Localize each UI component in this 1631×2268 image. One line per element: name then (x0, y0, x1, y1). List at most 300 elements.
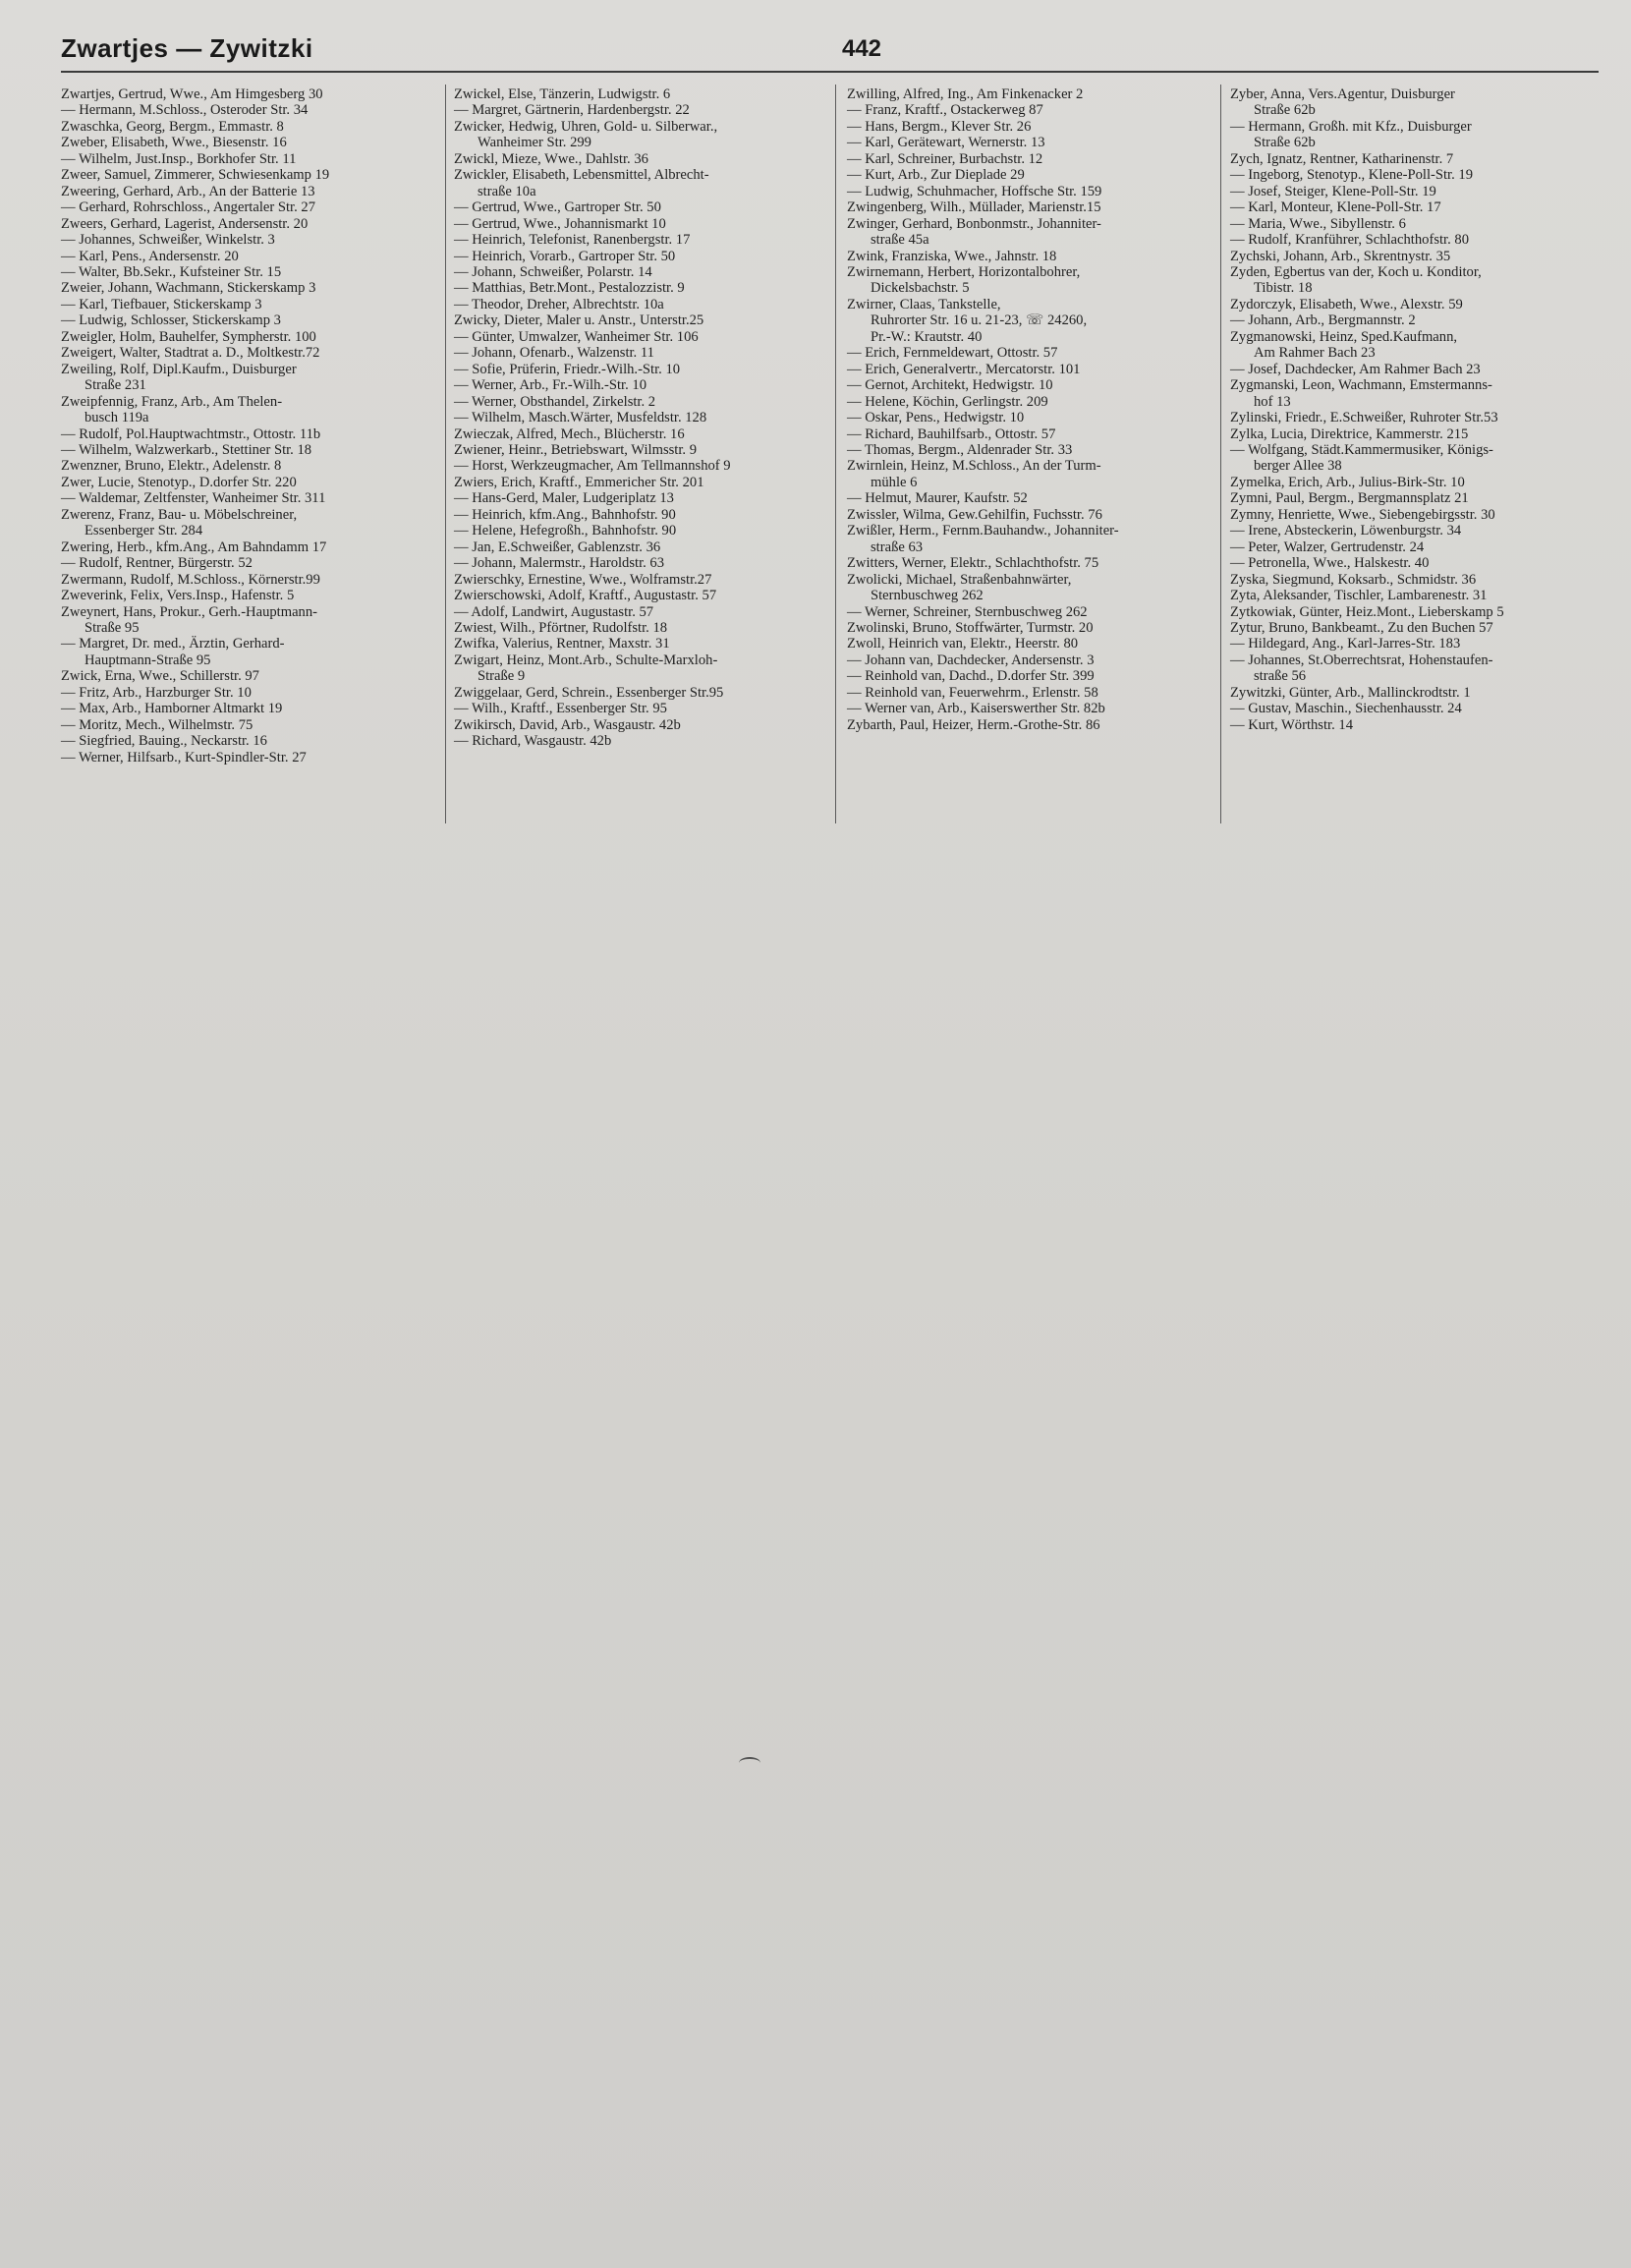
entry-text: Zweiling, Rolf, Dipl.Kaufm., Duisburger (61, 361, 297, 377)
entry-text: — Margret, Dr. med., Ärztin, Gerhard- (61, 636, 285, 652)
entry-text: — Karl, Tiefbauer, Stickerskamp 3 (61, 296, 262, 312)
directory-entry (1230, 490, 1618, 506)
directory-entry (1230, 216, 1618, 232)
entry-text: — Rudolf, Rentner, Bürgerstr. 52 (61, 555, 253, 572)
directory-entry (61, 750, 449, 765)
directory-entry (61, 604, 449, 637)
entry-continuation: straße 56 (1254, 668, 1307, 685)
directory-entry (1230, 329, 1618, 362)
entry-text: Zweier, Johann, Wachmann, Stickerskamp 3 (61, 280, 316, 297)
entry-text: — Maria, Wwe., Sibyllenstr. 6 (1230, 215, 1406, 232)
entry-text: — Ludwig, Schuhmacher, Hoffsche Str. 159 (847, 183, 1102, 199)
directory-entry (847, 216, 1235, 249)
directory-entry (61, 668, 449, 684)
entry-text: Zwingenberg, Wilh., Müllader, Marienstr.15 (847, 199, 1101, 216)
entry-text: — Heinrich, Telefonist, Ranenbergstr. 17 (454, 232, 691, 249)
entry-text: Zydorczyk, Elisabeth, Wwe., Alexstr. 59 (1230, 296, 1463, 312)
directory-entry (454, 280, 842, 296)
entry-text: Zwoll, Heinrich van, Elektr., Heerstr. 80 (847, 636, 1079, 652)
directory-entry (61, 184, 449, 199)
entry-text: — Matthias, Betr.Mont., Pestalozzistr. 9 (454, 280, 685, 297)
entry-text: — Gernot, Architekt, Hedwigstr. 10 (847, 377, 1053, 394)
entry-text: — Helmut, Maurer, Kaufstr. 52 (847, 490, 1028, 507)
directory-entry (454, 717, 842, 733)
directory-entry (454, 232, 842, 248)
directory-entry (454, 490, 842, 506)
column-4 (1230, 86, 1618, 733)
directory-entry (61, 394, 449, 426)
directory-entry (61, 458, 449, 474)
entry-text: — Johann, Arb., Bergmannstr. 2 (1230, 312, 1416, 329)
entry-continuation: hof 13 (1254, 393, 1291, 410)
entry-text: Zyden, Egbertus van der, Koch u. Konditor, (1230, 263, 1482, 280)
entry-text: Zylka, Lucia, Direktrice, Kammerstr. 215 (1230, 425, 1469, 442)
directory-entry (454, 539, 842, 555)
entry-text: Zwer, Lucie, Stenotyp., D.dorfer Str. 220 (61, 474, 297, 490)
directory-entry (454, 329, 842, 345)
directory-entry (61, 329, 449, 345)
directory-entry (847, 458, 1235, 490)
directory-entry (454, 442, 842, 458)
entry-continuation: Sternbuschweg 262 (871, 588, 984, 604)
directory-entry (1230, 620, 1618, 636)
entry-text: Zwirnemann, Herbert, Horizontalbohrer, (847, 263, 1081, 280)
directory-entry (61, 636, 449, 668)
entry-text: — Karl, Gerätewart, Wernerstr. 13 (847, 135, 1045, 151)
directory-entry (847, 507, 1235, 523)
directory-entry (454, 701, 842, 716)
directory-entry (847, 119, 1235, 135)
directory-entry (454, 216, 842, 232)
directory-entry (454, 685, 842, 701)
directory-entry (61, 151, 449, 167)
entry-text: — Erich, Generalvertr., Mercatorstr. 101 (847, 361, 1081, 377)
directory-entry (1230, 604, 1618, 620)
directory-entry (454, 458, 842, 474)
entry-text: — Ingeborg, Stenotyp., Klene-Poll-Str. 19 (1230, 167, 1473, 184)
directory-entry (61, 119, 449, 135)
directory-entry (61, 588, 449, 603)
entry-text: Zymelka, Erich, Arb., Julius-Birk-Str. 10 (1230, 474, 1465, 490)
directory-entry (1230, 588, 1618, 603)
directory-entry (61, 86, 449, 102)
entry-text: — Karl, Schreiner, Burbachstr. 12 (847, 150, 1043, 167)
directory-entry (847, 410, 1235, 425)
directory-entry (61, 555, 449, 571)
directory-entry (61, 167, 449, 183)
entry-text: Zytur, Bruno, Bankbeamt., Zu den Buchen 57 (1230, 619, 1493, 636)
entry-text: — Rudolf, Pol.Hauptwachtmstr., Ottostr. 11b (61, 425, 321, 442)
column-2 (454, 86, 842, 750)
directory-entry (1230, 717, 1618, 733)
entry-text: — Jan, E.Schweißer, Gablenzstr. 36 (454, 539, 661, 555)
entry-text: — Heinrich, Vorarb., Gartroper Str. 50 (454, 248, 676, 264)
entry-text: Zwaschka, Georg, Bergm., Emmastr. 8 (61, 118, 284, 135)
entry-text: — Werner, Arb., Fr.-Wilh.-Str. 10 (454, 377, 647, 394)
directory-entry (61, 280, 449, 296)
entry-text: — Erich, Fernmeldewart, Ottostr. 57 (847, 345, 1058, 362)
directory-entry (61, 102, 449, 118)
entry-text: Zwissler, Wilma, Gew.Gehilfin, Fuchsstr. 76 (847, 506, 1102, 523)
entry-text: — Kurt, Arb., Zur Dieplade 29 (847, 167, 1025, 184)
directory-entry (1230, 377, 1618, 410)
entry-text: — Wilhelm, Just.Insp., Borkhofer Str. 11 (61, 150, 297, 167)
entry-text: Zwiener, Heinr., Betriebswart, Wilmsstr. 9 (454, 441, 698, 458)
directory-entry (454, 151, 842, 167)
directory-entry (847, 652, 1235, 668)
directory-entry (1230, 701, 1618, 716)
directory-entry (61, 362, 449, 394)
entry-text: — Ludwig, Schlosser, Stickerskamp 3 (61, 312, 281, 329)
entry-text: — Josef, Dachdecker, Am Rahmer Bach 23 (1230, 361, 1481, 377)
entry-text: — Fritz, Arb., Harzburger Str. 10 (61, 684, 252, 701)
directory-entry (454, 249, 842, 264)
directory-entry (61, 733, 449, 749)
entry-text: — Karl, Pens., Andersenstr. 20 (61, 248, 239, 264)
directory-entry (847, 151, 1235, 167)
directory-entry (454, 507, 842, 523)
entry-text: — Wolfgang, Städt.Kammermusiker, Königs- (1230, 441, 1493, 458)
entry-text: — Franz, Kraftf., Ostackerweg 87 (847, 102, 1043, 119)
entry-text: Zwiest, Wilh., Pförtner, Rudolfstr. 18 (454, 619, 668, 636)
entry-text: — Horst, Werkzeugmacher, Am Tellmannshof 9 (454, 458, 731, 475)
directory-entry (1230, 151, 1618, 167)
directory-entry (1230, 572, 1618, 588)
directory-entry (61, 297, 449, 312)
directory-entry (847, 167, 1235, 183)
directory-entry (1230, 167, 1618, 183)
entry-text: — Werner, Obsthandel, Zirkelstr. 2 (454, 393, 656, 410)
entry-text: — Wilhelm, Masch.Wärter, Musfeldstr. 128 (454, 410, 707, 426)
entry-continuation: Straße 62b (1254, 102, 1316, 119)
entry-text: Zweverink, Felix, Vers.Insp., Hafenstr. 5 (61, 588, 295, 604)
directory-entry (454, 588, 842, 603)
entry-text: Zwicky, Dieter, Maler u. Anstr., Unterstr.25 (454, 312, 704, 329)
entry-continuation: mühle 6 (871, 474, 918, 490)
stray-mark (739, 1757, 760, 1769)
directory-entry (454, 620, 842, 636)
entry-text: — Karl, Monteur, Klene-Poll-Str. 17 (1230, 199, 1441, 216)
entry-text: Zweipfennig, Franz, Arb., Am Thelen- (61, 393, 283, 410)
directory-entry (454, 86, 842, 102)
directory-entry (1230, 264, 1618, 297)
directory-entry (1230, 199, 1618, 215)
column-divider (445, 85, 446, 823)
directory-entry (847, 701, 1235, 716)
entry-text: Zweers, Gerhard, Lagerist, Andersenstr. 20 (61, 215, 309, 232)
directory-entry (847, 249, 1235, 264)
entry-text: Zwolicki, Michael, Straßenbahnwärter, (847, 571, 1072, 588)
entry-text: — Wilh., Kraftf., Essenberger Str. 95 (454, 701, 667, 717)
directory-entry (454, 264, 842, 280)
entry-text: — Petronella, Wwe., Halskestr. 40 (1230, 555, 1430, 572)
directory-entry (454, 377, 842, 393)
directory-entry (847, 297, 1235, 329)
entry-text: — Peter, Walzer, Gertrudenstr. 24 (1230, 539, 1425, 555)
directory-entry (454, 426, 842, 442)
entry-text: Zwerenz, Franz, Bau- u. Möbelschreiner, (61, 506, 298, 523)
entry-text: Zytkowiak, Günter, Heiz.Mont., Lieberskamp 5 (1230, 603, 1504, 620)
page-title: Zwartjes — Zywitzki (61, 33, 313, 63)
entry-text: — Reinhold van, Dachd., D.dorfer Str. 399 (847, 668, 1095, 685)
entry-text: — Johannes, St.Oberrechtsrat, Hohenstaufen- (1230, 652, 1493, 668)
entry-text: — Rudolf, Kranführer, Schlachthofstr. 80 (1230, 232, 1469, 249)
entry-text: — Günter, Umwalzer, Wanheimer Str. 106 (454, 328, 699, 345)
entry-text: — Oskar, Pens., Hedwigstr. 10 (847, 410, 1025, 426)
entry-text: Zwikirsch, David, Arb., Wasgaustr. 42b (454, 716, 681, 733)
entry-text: — Gustav, Maschin., Siechenhausstr. 24 (1230, 701, 1462, 717)
directory-entry (847, 685, 1235, 701)
entry-text: Zwifka, Valerius, Rentner, Maxstr. 31 (454, 636, 670, 652)
entry-text: — Margret, Gärtnerin, Hardenbergstr. 22 (454, 102, 690, 119)
directory-entry (454, 167, 842, 199)
directory-entry (454, 102, 842, 118)
directory-entry (1230, 184, 1618, 199)
directory-entry (454, 555, 842, 571)
entry-text: Zymny, Henriette, Wwe., Siebengebirgsstr. 30 (1230, 506, 1495, 523)
directory-entry (847, 184, 1235, 199)
entry-text: Zweering, Gerhard, Arb., An der Batterie 13 (61, 183, 315, 199)
directory-entry (454, 394, 842, 410)
directory-entry (454, 604, 842, 620)
entry-continuation: Straße 95 (84, 619, 140, 636)
directory-entry (454, 572, 842, 588)
entry-continuation: Straße 9 (478, 668, 526, 685)
entry-text: Zwink, Franziska, Wwe., Jahnstr. 18 (847, 248, 1057, 264)
directory-entry (61, 717, 449, 733)
column-3 (847, 86, 1235, 733)
entry-text: Zyska, Siegmund, Koksarb., Schmidstr. 36 (1230, 571, 1477, 588)
entry-continuation: Tibistr. 18 (1254, 280, 1313, 297)
entry-text: — Johann, Malermstr., Haroldstr. 63 (454, 555, 665, 572)
directory-entry (61, 426, 449, 442)
entry-continuation: berger Allee 38 (1254, 458, 1342, 475)
entry-text: Zywitzki, Günter, Arb., Mallinckrodtstr. 1 (1230, 684, 1471, 701)
directory-entry (847, 377, 1235, 393)
entry-continuation: Essenberger Str. 284 (84, 523, 203, 539)
entry-text: Zymni, Paul, Bergm., Bergmannsplatz 21 (1230, 490, 1469, 507)
directory-entry (847, 442, 1235, 458)
entry-text: Zwartjes, Gertrud, Wwe., Am Himgesberg 30 (61, 86, 323, 102)
entry-text: — Gertrud, Wwe., Gartroper Str. 50 (454, 199, 661, 216)
directory-entry (847, 102, 1235, 118)
directory-entry (454, 733, 842, 749)
entry-text: — Johannes, Schweißer, Winkelstr. 3 (61, 232, 275, 249)
entry-text: — Thomas, Bergm., Aldenrader Str. 33 (847, 441, 1073, 458)
entry-text: — Hermann, M.Schloss., Osteroder Str. 34 (61, 102, 309, 119)
entry-text: — Max, Arb., Hamborner Altmarkt 19 (61, 701, 283, 717)
column-divider (835, 85, 836, 823)
directory-entry (61, 475, 449, 490)
entry-text: — Irene, Absteckerin, Löwenburgstr. 34 (1230, 523, 1462, 539)
entry-text: — Hermann, Großh. mit Kfz., Duisburger (1230, 118, 1472, 135)
directory-entry (847, 668, 1235, 684)
directory-entry (1230, 312, 1618, 328)
entry-text: — Helene, Hefegroßh., Bahnhofstr. 90 (454, 523, 677, 539)
directory-entry (847, 394, 1235, 410)
directory-entry (1230, 636, 1618, 652)
entry-text: Zwilling, Alfred, Ing., Am Finkenacker 2 (847, 86, 1084, 102)
entry-text: — Wilhelm, Walzwerkarb., Stettiner Str. 18 (61, 441, 312, 458)
entry-text: — Helene, Köchin, Gerlingstr. 209 (847, 393, 1048, 410)
entry-text: Zygmanowski, Heinz, Sped.Kaufmann, (1230, 328, 1458, 345)
directory-entry (847, 426, 1235, 442)
directory-entry (61, 232, 449, 248)
directory-entry (847, 555, 1235, 571)
entry-continuation: Straße 62b (1254, 135, 1316, 151)
directory-entry (1230, 86, 1618, 119)
directory-entry (847, 264, 1235, 297)
entry-text: — Richard, Bauhilfsarb., Ottostr. 57 (847, 425, 1056, 442)
entry-text: Zygmanski, Leon, Wachmann, Emstermanns- (1230, 377, 1492, 394)
directory-entry (61, 135, 449, 150)
directory-entry (454, 475, 842, 490)
directory-entry (454, 362, 842, 377)
entry-text: Zwierschky, Ernestine, Wwe., Wolframstr.27 (454, 571, 712, 588)
entry-text: Zwiers, Erich, Kraftf., Emmericher Str. 201 (454, 474, 704, 490)
directory-entry (61, 572, 449, 588)
directory-entry (61, 490, 449, 506)
entry-text: — Siegfried, Bauing., Neckarstr. 16 (61, 733, 267, 750)
entry-text: — Werner, Schreiner, Sternbuschweg 262 (847, 603, 1088, 620)
entry-continuation: Wanheimer Str. 299 (478, 135, 591, 151)
entry-continuation: Straße 231 (84, 377, 146, 394)
entry-text: — Johann, Ofenarb., Walzenstr. 11 (454, 345, 654, 362)
directory-entry (847, 604, 1235, 620)
directory-entry (1230, 426, 1618, 442)
entry-text: Zwitters, Werner, Elektr., Schlachthofstr. 75 (847, 555, 1099, 572)
entry-text: Zwickler, Elisabeth, Lebensmittel, Albrecht- (454, 167, 709, 184)
directory-entry (454, 345, 842, 361)
entry-text: Zwick, Erna, Wwe., Schillerstr. 97 (61, 668, 259, 685)
entry-text: Zweer, Samuel, Zimmerer, Schwiesenkamp 19 (61, 167, 330, 184)
directory-entry (454, 410, 842, 425)
directory-entry (1230, 297, 1618, 312)
entry-text: Zwinger, Gerhard, Bonbonmstr., Johanniter- (847, 215, 1101, 232)
entry-text: — Waldemar, Zeltfenster, Wanheimer Str. 311 (61, 490, 326, 507)
entry-text: Zwieczak, Alfred, Mech., Blücherstr. 16 (454, 425, 685, 442)
directory-entry (847, 620, 1235, 636)
entry-text: — Heinrich, kfm.Ang., Bahnhofstr. 90 (454, 506, 676, 523)
entry-text: Zwickl, Mieze, Wwe., Dahlstr. 36 (454, 150, 648, 167)
directory-entry (847, 329, 1235, 345)
entry-text: Zyber, Anna, Vers.Agentur, Duisburger (1230, 86, 1455, 102)
entry-text: — Hans-Gerd, Maler, Ludgeriplatz 13 (454, 490, 674, 507)
directory-entry (454, 636, 842, 652)
directory-entry (61, 264, 449, 280)
entry-continuation: Dickelsbachstr. 5 (871, 280, 970, 297)
directory-entry (1230, 249, 1618, 264)
directory-entry (1230, 410, 1618, 425)
directory-entry (61, 216, 449, 232)
entry-text: Zychski, Johann, Arb., Skrentnystr. 35 (1230, 248, 1451, 264)
page-number: 442 (841, 35, 882, 62)
entry-text: Zweber, Elisabeth, Wwe., Biesenstr. 16 (61, 135, 287, 151)
directory-entry (847, 636, 1235, 652)
entry-continuation: Am Rahmer Bach 23 (1254, 345, 1376, 362)
directory-entry (454, 119, 842, 151)
directory-entry (847, 86, 1235, 102)
entry-text: Zwicker, Hedwig, Uhren, Gold- u. Silberwar., (454, 118, 718, 135)
entry-text: — Walter, Bb.Sekr., Kufsteiner Str. 15 (61, 263, 282, 280)
directory-entry (847, 490, 1235, 506)
entry-text: — Johann van, Dachdecker, Andersenstr. 3 (847, 652, 1095, 668)
entry-text: — Johann, Schweißer, Polarstr. 14 (454, 263, 652, 280)
directory-entry (1230, 523, 1618, 539)
entry-text: Zych, Ignatz, Rentner, Katharinenstr. 7 (1230, 150, 1454, 167)
directory-entry (61, 507, 449, 539)
entry-continuation: Pr.-W.: Krautstr. 40 (871, 328, 983, 345)
directory-entry (61, 249, 449, 264)
directory-entry (454, 652, 842, 685)
entry-continuation: straße 10a (478, 183, 536, 199)
entry-continuation: Ruhrorter Str. 16 u. 21-23, ☏ 24260, (871, 312, 1088, 329)
entry-text: Zyta, Aleksander, Tischler, Lambarenestr. 31 (1230, 588, 1488, 604)
directory-entry (847, 135, 1235, 150)
entry-continuation: straße 63 (871, 539, 924, 555)
entry-text: Zweigler, Holm, Bauhelfer, Sympherstr. 100 (61, 328, 316, 345)
entry-text: — Gerhard, Rohrschloss., Angertaler Str. 27 (61, 199, 315, 216)
directory-entry (61, 312, 449, 328)
entry-text: Zweigert, Walter, Stadtrat a. D., Moltkestr.72 (61, 345, 320, 362)
directory-entry (1230, 442, 1618, 475)
entry-text: — Werner van, Arb., Kaiserswerther Str. 82b (847, 701, 1105, 717)
entry-text: Zwering, Herb., kfm.Ang., Am Bahndamm 17 (61, 539, 327, 555)
entry-text: — Sofie, Prüferin, Friedr.-Wilh.-Str. 10 (454, 361, 681, 377)
directory-entry (454, 312, 842, 328)
column-1 (61, 86, 449, 765)
directory-entry (847, 717, 1235, 733)
directory-entry (61, 199, 449, 215)
column-divider (1220, 85, 1221, 823)
directory-entry (454, 199, 842, 215)
directory-entry (1230, 475, 1618, 490)
directory-entry (1230, 119, 1618, 151)
directory-entry (847, 199, 1235, 215)
entry-text: — Gertrud, Wwe., Johannismarkt 10 (454, 215, 666, 232)
entry-text: — Theodor, Dreher, Albrechtstr. 10a (454, 296, 664, 312)
directory-entry (61, 685, 449, 701)
entry-text: Zwickel, Else, Tänzerin, Ludwigstr. 6 (454, 86, 671, 102)
entry-text: — Werner, Hilfsarb., Kurt-Spindler-Str. 27 (61, 749, 307, 765)
entry-continuation: straße 45a (871, 232, 929, 249)
entry-text: Zylinski, Friedr., E.Schweißer, Ruhroter Str.53 (1230, 410, 1498, 426)
entry-text: Zwirner, Claas, Tankstelle, (847, 296, 1001, 312)
entry-text: — Richard, Wasgaustr. 42b (454, 733, 612, 750)
page-header (61, 33, 1599, 71)
directory-entry (1230, 232, 1618, 248)
directory-entry (847, 362, 1235, 377)
entry-text: Zwirnlein, Heinz, M.Schloss., An der Turm- (847, 458, 1101, 475)
entry-text: — Josef, Steiger, Klene-Poll-Str. 19 (1230, 183, 1436, 199)
directory-entry (1230, 507, 1618, 523)
directory-entry (454, 523, 842, 539)
directory-entry (61, 701, 449, 716)
entry-text: — Adolf, Landwirt, Augustastr. 57 (454, 603, 654, 620)
header-rule (61, 71, 1599, 73)
entry-text: Zybarth, Paul, Heizer, Herm.-Grothe-Str. 86 (847, 716, 1100, 733)
entry-text: Zwigart, Heinz, Mont.Arb., Schulte-Marxloh- (454, 652, 718, 668)
directory-entry (1230, 652, 1618, 685)
entry-text: Zweynert, Hans, Prokur., Gerh.-Hauptmann- (61, 603, 317, 620)
entry-text: — Moritz, Mech., Wilhelmstr. 75 (61, 716, 253, 733)
directory-entry (61, 539, 449, 555)
entry-continuation: Hauptmann-Straße 95 (84, 652, 211, 668)
directory-entry (847, 345, 1235, 361)
directory-entry (1230, 539, 1618, 555)
entry-text: — Hildegard, Ang., Karl-Jarres-Str. 183 (1230, 636, 1461, 652)
entry-text: Zwiggelaar, Gerd, Schrein., Essenberger Str.95 (454, 684, 724, 701)
